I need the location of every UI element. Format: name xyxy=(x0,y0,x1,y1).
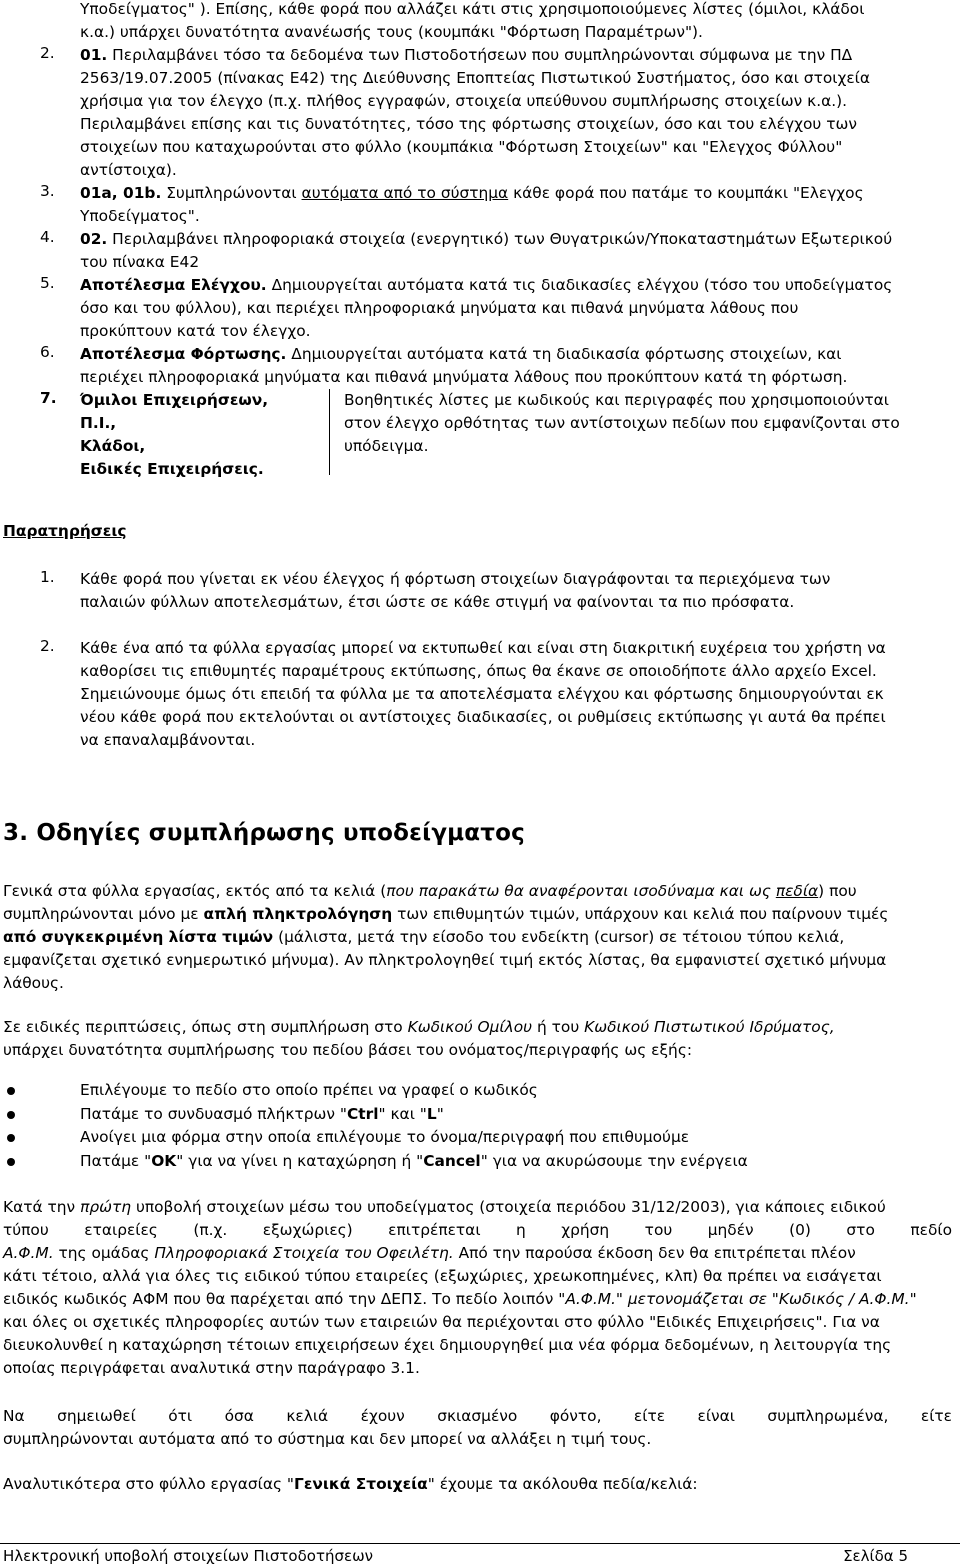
text-span: των επιθυμητών τιμών, υπάρχουν και κελιά που παίρνουν τιμές xyxy=(397,905,889,923)
sheet-code: 01a, 01b. xyxy=(80,184,162,202)
text-span: Ανοίγει μια φόρμα στην οποία επιλέγουμε το όνομα/περιγραφή που επιθυμούμε xyxy=(80,1128,690,1146)
text-line: προκύπτουν κατά τον έλεγχο. xyxy=(80,322,311,340)
text-line: Βοηθητικές λίστες με κωδικούς και περιγραφές που χρησιμοποιούνται xyxy=(344,391,889,409)
list-name: Όμιλοι Επιχειρήσεων, xyxy=(80,391,269,409)
bold-text: από συγκεκριμένη λίστα τιμών xyxy=(3,928,274,946)
text-span: ή του xyxy=(536,1018,580,1036)
text-line: Σημειώνουμε όμως ότι επειδή τα φύλλα με τα αποτελέσματα ελέγχου και φόρτωσης δημιουργούνται εκ xyxy=(80,685,884,703)
text-line: του πίνακα Ε42 xyxy=(80,253,200,271)
lists-names-column xyxy=(80,389,268,481)
text-line: στον έλεγχο ορθότητας των αντίστοιχων πεδίων που εμφανίζονται στο xyxy=(344,414,900,432)
text-span: Επιλέγουμε το πεδίο στο οποίο πρέπει να γραφεί ο κωδικός xyxy=(80,1081,538,1099)
italic-text: Κωδικού Πιστωτικού Ιδρύματος, xyxy=(584,1018,835,1036)
text-span: " έχουμε τα ακόλουθα πεδία/κελιά: xyxy=(427,1475,698,1493)
text-line: υπάρχει δυνατότητα συμπλήρωσης του πεδίου βάσει του ονόματος/περιγραφής ως εξής: xyxy=(3,1041,693,1059)
footer-divider xyxy=(0,1543,960,1544)
text-span: συμπληρώνονται μόνο με xyxy=(3,905,199,923)
list-item xyxy=(80,1150,748,1174)
list-item xyxy=(80,44,952,182)
text-line: τύπου εταιρείες (π.χ. εξωχώριες) επιτρέπεται η χρήση του μηδέν (0) στο πεδίο xyxy=(3,1221,952,1239)
text-line: Δημιουργείται αυτόματα κατά τις διαδικασίες ελέγχου (τόσο του υποδείγματος xyxy=(271,276,893,294)
text-line: Περιλαμβάνει τόσο τα δεδομένα των Πιστοδοτήσεων που συμπληρώνονται σύμφωνα με την ΠΔ xyxy=(112,46,853,64)
column-divider xyxy=(329,389,330,475)
text-line: να επαναλαμβάνονται. xyxy=(80,731,256,749)
italic-text: Α.Φ.Μ." μετονομάζεται σε "Κωδικός / Α.Φ.Μ." xyxy=(565,1290,917,1308)
text-span: Συμπληρώνονται xyxy=(166,184,297,202)
bullet-list xyxy=(80,1079,748,1173)
text-span: ) που xyxy=(818,882,857,900)
italic-text: πρώτη xyxy=(80,1198,132,1216)
bullet-icon xyxy=(7,1087,15,1095)
text-line: χρήσιμα για τον έλεγχο (π.χ. πλήθος εγγραφών, στοιχεία υπεύθυνου συμπλήρωσης στοιχείων κ.α.). xyxy=(80,92,848,110)
text-line: Περιλαμβάνει πληροφοριακά στοιχεία (ενεργητικό) των Θυγατρικών/Υποκαταστημάτων Εξωτερικού xyxy=(112,230,893,248)
list-item xyxy=(80,274,952,343)
text-line: οποίας περιγράφεται αναλυτικά στην παράγραφο 3.1. xyxy=(3,1359,420,1377)
list-number: 4. xyxy=(40,228,55,246)
list-number: 3. xyxy=(40,182,55,200)
underlined-text: αυτόματα από το σύστημα xyxy=(301,184,509,202)
paragraph xyxy=(3,1405,952,1451)
text-line: παλαιών φύλλων αποτελεσμάτων, έτσι ώστε σε κάθε στιγμή να φαίνονται τα πιο πρόσφατα. xyxy=(80,593,795,611)
sheet-code: 01. xyxy=(80,46,108,64)
text-line: συμπληρώνονται αυτόματα από το σύστημα και δεν μπορεί να αλλάξει η τιμή τους. xyxy=(3,1430,652,1448)
intro-continuation xyxy=(80,0,952,44)
text-span: υποβολή στοιχείων μέσω του υποδείγματος (στοιχεία περιόδου 31/12/2003), για κάποιες ειδικού xyxy=(135,1198,886,1216)
lists-description-column xyxy=(344,389,900,458)
list-item xyxy=(80,228,952,274)
bold-text: Γενικά Στοιχεία xyxy=(294,1475,428,1493)
text-span: (μάλιστα, μετά την είσοδο του ενδείκτη (cursor) σε τέτοιου τύπου κελιά, xyxy=(278,928,845,946)
text-line: κ.α.) υπάρχει δυνατότητα ανανέωσής τους (κουμπάκι "Φόρτωση Παραμέτρων"). xyxy=(80,23,703,41)
text-line: Περιλαμβάνει επίσης και τις δυνατότητες, τόσο της φόρτωσης στοιχείων, όσο και του ελέγχου των xyxy=(80,115,857,133)
item-title: Αποτέλεσμα Ελέγχου. xyxy=(80,276,267,294)
sheet-code: 02. xyxy=(80,230,108,248)
bullet-icon xyxy=(7,1158,15,1166)
italic-text: που παρακάτω θα αναφέρονται ισοδύναμα και ως xyxy=(386,882,771,900)
text-line: αντίστοιχα). xyxy=(80,161,177,179)
text-line: Κάθε ένα από τα φύλλα εργασίας μπορεί να εκτυπωθεί και είναι στη διακριτική ευχέρεια του χρήστη να xyxy=(80,639,886,657)
list-number: 1. xyxy=(40,568,55,586)
list-item xyxy=(80,1103,748,1127)
bullet-icon xyxy=(7,1111,15,1119)
text-line: κάτι τέτοιο, αλλά για όλες τις ειδικού τύπου εταιρείες (εξωχώριες, χρεωκοπημένες, κλπ) θα πρέπει να εισάγεται xyxy=(3,1267,882,1285)
list-name: Π.Ι., xyxy=(80,414,117,432)
list-item xyxy=(80,343,952,389)
text-line: Κάθε φορά που γίνεται εκ νέου έλεγχος ή φόρτωση στοιχείων διαγράφονται τα περιεχόμενα των xyxy=(80,570,831,588)
list-number: 2. xyxy=(40,637,55,655)
paragraph xyxy=(3,880,952,995)
footer-title: Ηλεκτρονική υποβολή στοιχείων Πιστοδοτήσεων xyxy=(3,1547,374,1565)
list-number: 5. xyxy=(40,274,55,292)
italic-underlined-text: πεδία xyxy=(775,882,819,900)
text-line: όσο και του φύλλου), και περιέχει πληροφοριακά μηνύματα και πιθανά μηνύματα λάθους που xyxy=(80,299,799,317)
list-name: Κλάδοι, xyxy=(80,437,146,455)
key-name: Ctrl xyxy=(346,1104,379,1123)
page-number: Σελίδα 5 xyxy=(843,1547,908,1565)
notes-heading: Παρατηρήσεις xyxy=(3,522,127,540)
italic-text: Πληροφοριακά Στοιχεία του Οφειλέτη. xyxy=(154,1244,454,1262)
text-span: Πατάμε το συνδυασμό πλήκτρων " xyxy=(80,1104,347,1123)
text-span: " για να ακυρώσουμε την ενέργεια xyxy=(480,1151,748,1170)
text-line: καθορίσει τις επιθυμητές παραμέτρους εκτύπωσης, όπως θα έκανε σε οποιοδήποτε άλλο αρχείο Excel. xyxy=(80,662,877,680)
section-heading: 3. Οδηγίες συμπλήρωσης υποδείγματος xyxy=(3,820,526,846)
note-item xyxy=(80,568,952,614)
list-number: 7. xyxy=(40,389,57,407)
note-item xyxy=(80,637,952,752)
text-line: στοιχείων που καταχωρούνται στο φύλλο (κουμπάκια "Φόρτωση Στοιχείων" και "Ελεγχος Φύλλου" xyxy=(80,138,843,156)
list-number: 6. xyxy=(40,343,55,361)
italic-text: Κωδικού Ομίλου xyxy=(407,1018,533,1036)
text-line: λάθους. xyxy=(3,974,64,992)
text-span: " για να γίνει η καταχώρηση ή " xyxy=(176,1151,424,1170)
text-line: Υποδείγματος" ). Επίσης, κάθε φορά που αλλάζει κάτι στις χρησιμοποιούμενες λίστες (όμιλοι, κλάδοι xyxy=(80,0,865,18)
text-span: Από την παρούσα έκδοση δεν θα επιτρέπεται πλέον xyxy=(458,1244,856,1262)
text-line: υπόδειγμα. xyxy=(344,437,429,455)
text-span: Γενικά στα φύλλα εργασίας, εκτός από τα κελιά ( xyxy=(3,882,387,900)
text-line: Δημιουργείται αυτόματα κατά τη διαδικασία φόρτωσης στοιχείων, και xyxy=(291,345,842,363)
text-line: Υποδείγματος". xyxy=(80,207,200,225)
text-span: της ομάδας xyxy=(58,1244,150,1262)
text-span: " xyxy=(436,1104,444,1123)
list-item xyxy=(80,1126,748,1150)
key-name: Cancel xyxy=(423,1151,481,1170)
paragraph xyxy=(3,1473,952,1496)
text-span: κάθε φορά που πατάμε το κουμπάκι "Ελεγχος xyxy=(513,184,864,202)
key-name: OK xyxy=(151,1151,177,1170)
bold-text: απλή πληκτρολόγηση xyxy=(203,905,393,923)
list-item xyxy=(80,1079,748,1103)
text-line: Να σημειωθεί ότι όσα κελιά έχουν σκιασμένο φόντο, είτε είναι συμπληρωμένα, είτε xyxy=(3,1407,952,1425)
text-span: " και " xyxy=(378,1104,427,1123)
italic-text: Α.Φ.Μ. xyxy=(3,1244,54,1262)
text-line: νέου κάθε φορά που εκτελούνται οι αντίστοιχες διαδικασίες, οι ρυθμίσεις εκτύπωσης γι αυτά θα πρέπει xyxy=(80,708,886,726)
text-line: περιέχει πληροφοριακά μηνύματα και πιθανά μηνύματα λάθους που προκύπτουν κατά τη φόρτωση. xyxy=(80,368,848,386)
key-name: L xyxy=(426,1104,437,1123)
text-span: Αναλυτικότερα στο φύλλο εργασίας " xyxy=(3,1475,295,1493)
paragraph xyxy=(3,1016,952,1062)
text-line: και όλες οι σχετικές πληροφορίες αυτών των εταιρειών θα περιέχονται στο φύλλο "Ειδικές Επιχειρήσεις". Για να xyxy=(3,1313,880,1331)
paragraph xyxy=(3,1196,952,1380)
list-name: Ειδικές Επιχειρήσεις. xyxy=(80,460,264,478)
text-line: 2563/19.07.2005 (πίνακας Ε42) της Διεύθυνσης Εποπτείας Πιστωτικού Συστήματος, όσο και στοιχεία xyxy=(80,69,871,87)
item-title: Αποτέλεσμα Φόρτωσης. xyxy=(80,345,287,363)
text-line: διευκολυνθεί η καταχώρηση τέτοιων επιχειρήσεων έχει δημιουργηθεί μια νέα φόρμα δεδομένων, η λειτουργία της xyxy=(3,1336,892,1354)
text-span: Σε ειδικές περιπτώσεις, όπως στη συμπλήρωση στο xyxy=(3,1018,403,1036)
text-span: Πατάμε " xyxy=(80,1151,152,1170)
text-line: εμφανίζεται σχετικό ενημερωτικό μήνυμα). Αν πληκτρολογηθεί τιμή εκτός λίστας, θα εμφανιστεί σχετικό μήνυμα xyxy=(3,951,887,969)
list-item xyxy=(80,182,952,228)
list-number: 2. xyxy=(40,44,55,62)
bullet-icon xyxy=(7,1134,15,1142)
text-span: ειδικός κωδικός ΑΦΜ που θα παρέχεται από την ΔΕΠΣ. Το πεδίο λοιπόν " xyxy=(3,1290,566,1308)
text-span: Κατά την xyxy=(3,1198,76,1216)
